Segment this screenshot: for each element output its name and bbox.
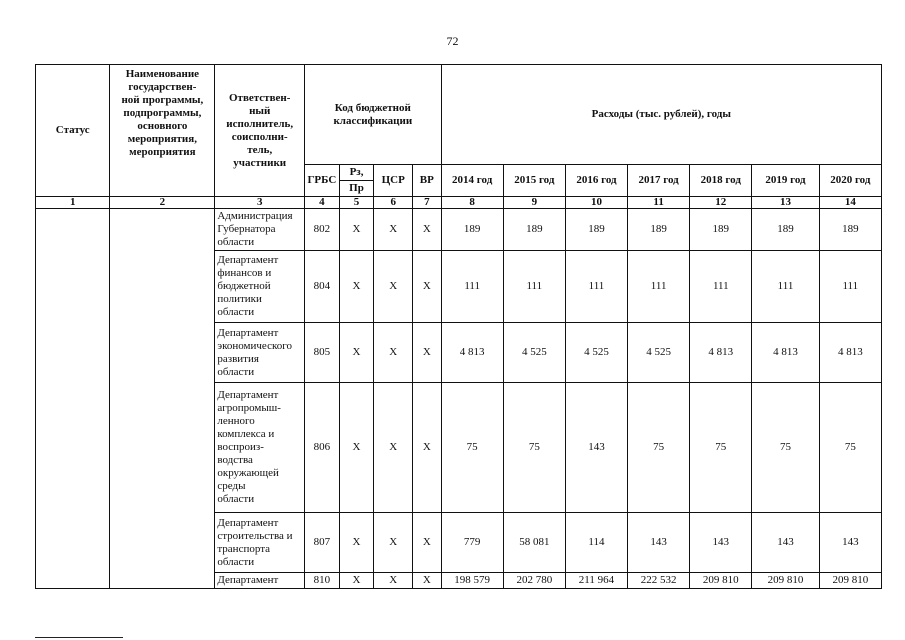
expense-cell: 111 — [752, 251, 819, 323]
year-header: 2018 год — [690, 165, 752, 197]
status-header: Статус — [36, 65, 110, 197]
grbs-cell: 802 — [305, 209, 340, 251]
grbs-header: ГРБС — [305, 165, 340, 197]
vr-cell: Х — [413, 323, 442, 383]
column-number: 10 — [565, 197, 627, 209]
expense-cell: 111 — [441, 251, 503, 323]
executor-cell: Департамент экономического развития области — [215, 323, 305, 383]
column-number: 5 — [339, 197, 374, 209]
csr-header: ЦСР — [374, 165, 413, 197]
executor-cell: Департамент строительства и транспорта области — [215, 513, 305, 573]
vr-header: ВР — [413, 165, 442, 197]
expense-cell: 75 — [441, 383, 503, 513]
expense-cell: 75 — [628, 383, 690, 513]
expense-cell: 4 813 — [690, 323, 752, 383]
expense-cell: 143 — [819, 513, 881, 573]
year-header: 2015 год — [503, 165, 565, 197]
rz-header: Рз, — [339, 165, 374, 181]
footnote-rule — [35, 637, 123, 638]
column-number: 13 — [752, 197, 819, 209]
column-number: 9 — [503, 197, 565, 209]
csr-cell: Х — [374, 323, 413, 383]
expense-cell: 779 — [441, 513, 503, 573]
expense-cell: 189 — [565, 209, 627, 251]
expense-cell: 222 532 — [628, 573, 690, 589]
expense-cell: 58 081 — [503, 513, 565, 573]
program-name-header: Наименование государствен- ной программы, подпрограммы, основного мероприятия, мероприятия — [110, 65, 215, 197]
expense-cell: 143 — [628, 513, 690, 573]
expense-cell: 111 — [565, 251, 627, 323]
expense-cell: 4 813 — [441, 323, 503, 383]
grbs-cell: 810 — [305, 573, 340, 589]
rz-pr-cell: Х — [339, 513, 374, 573]
csr-cell: Х — [374, 251, 413, 323]
expense-cell: 4 525 — [565, 323, 627, 383]
executor-header: Ответствен- ный исполнитель, соисполни- тель, участники — [215, 65, 305, 197]
program-name-cell — [110, 209, 215, 589]
expense-cell: 114 — [565, 513, 627, 573]
expense-cell: 211 964 — [565, 573, 627, 589]
expense-cell: 75 — [819, 383, 881, 513]
csr-cell: Х — [374, 573, 413, 589]
vr-cell: Х — [413, 209, 442, 251]
status-cell — [36, 209, 110, 589]
csr-cell: Х — [374, 209, 413, 251]
column-number: 4 — [305, 197, 340, 209]
expense-cell: 4 525 — [503, 323, 565, 383]
grbs-cell: 805 — [305, 323, 340, 383]
csr-cell: Х — [374, 513, 413, 573]
expense-cell: 75 — [503, 383, 565, 513]
vr-cell: Х — [413, 573, 442, 589]
year-header: 2020 год — [819, 165, 881, 197]
rz-pr-cell: Х — [339, 209, 374, 251]
column-number: 7 — [413, 197, 442, 209]
rz-pr-cell: Х — [339, 251, 374, 323]
expense-cell: 202 780 — [503, 573, 565, 589]
column-number: 11 — [628, 197, 690, 209]
expense-cell: 209 810 — [690, 573, 752, 589]
table-row — [36, 209, 882, 251]
expense-cell: 189 — [628, 209, 690, 251]
year-header: 2016 год — [565, 165, 627, 197]
rz-pr-cell: Х — [339, 383, 374, 513]
column-number: 6 — [374, 197, 413, 209]
expense-cell: 4 813 — [819, 323, 881, 383]
column-number: 1 — [36, 197, 110, 209]
year-header: 2014 год — [441, 165, 503, 197]
column-number: 12 — [690, 197, 752, 209]
expense-cell: 75 — [752, 383, 819, 513]
vr-cell: Х — [413, 251, 442, 323]
expense-cell: 75 — [690, 383, 752, 513]
executor-cell: Департамент — [215, 573, 305, 589]
expense-cell: 111 — [503, 251, 565, 323]
expense-cell: 4 525 — [628, 323, 690, 383]
expense-cell: 4 813 — [752, 323, 819, 383]
expense-cell: 209 810 — [819, 573, 881, 589]
year-header: 2019 год — [752, 165, 819, 197]
expense-cell: 111 — [819, 251, 881, 323]
expense-cell: 143 — [565, 383, 627, 513]
rz-pr-cell: Х — [339, 323, 374, 383]
expense-cell: 189 — [752, 209, 819, 251]
expense-cell: 189 — [503, 209, 565, 251]
executor-cell: Департамент агропромыш- ленного комплекса и воспроиз- водства окружающей среды области — [215, 383, 305, 513]
executor-cell: Департамент финансов и бюджетной политики области — [215, 251, 305, 323]
expense-cell: 111 — [628, 251, 690, 323]
budget-code-header: Код бюджетной классификации — [305, 65, 442, 165]
expense-cell: 198 579 — [441, 573, 503, 589]
expense-cell: 189 — [819, 209, 881, 251]
vr-cell: Х — [413, 513, 442, 573]
grbs-cell: 804 — [305, 251, 340, 323]
column-number: 3 — [215, 197, 305, 209]
budget-expenses-table — [35, 64, 882, 589]
page-number: 72 — [446, 34, 459, 48]
csr-cell: Х — [374, 383, 413, 513]
expenses-header: Расходы (тыс. рублей), годы — [441, 65, 881, 165]
column-number: 14 — [819, 197, 881, 209]
expense-cell: 143 — [752, 513, 819, 573]
expense-cell: 143 — [690, 513, 752, 573]
rz-pr-cell: Х — [339, 573, 374, 589]
grbs-cell: 806 — [305, 383, 340, 513]
expense-cell: 111 — [690, 251, 752, 323]
expense-cell: 189 — [690, 209, 752, 251]
column-number: 8 — [441, 197, 503, 209]
executor-cell: Администрация Губернатора области — [215, 209, 305, 251]
expense-cell: 209 810 — [752, 573, 819, 589]
grbs-cell: 807 — [305, 513, 340, 573]
expense-cell: 189 — [441, 209, 503, 251]
pr-header: Пр — [339, 181, 374, 197]
column-number: 2 — [110, 197, 215, 209]
year-header: 2017 год — [628, 165, 690, 197]
vr-cell: Х — [413, 383, 442, 513]
